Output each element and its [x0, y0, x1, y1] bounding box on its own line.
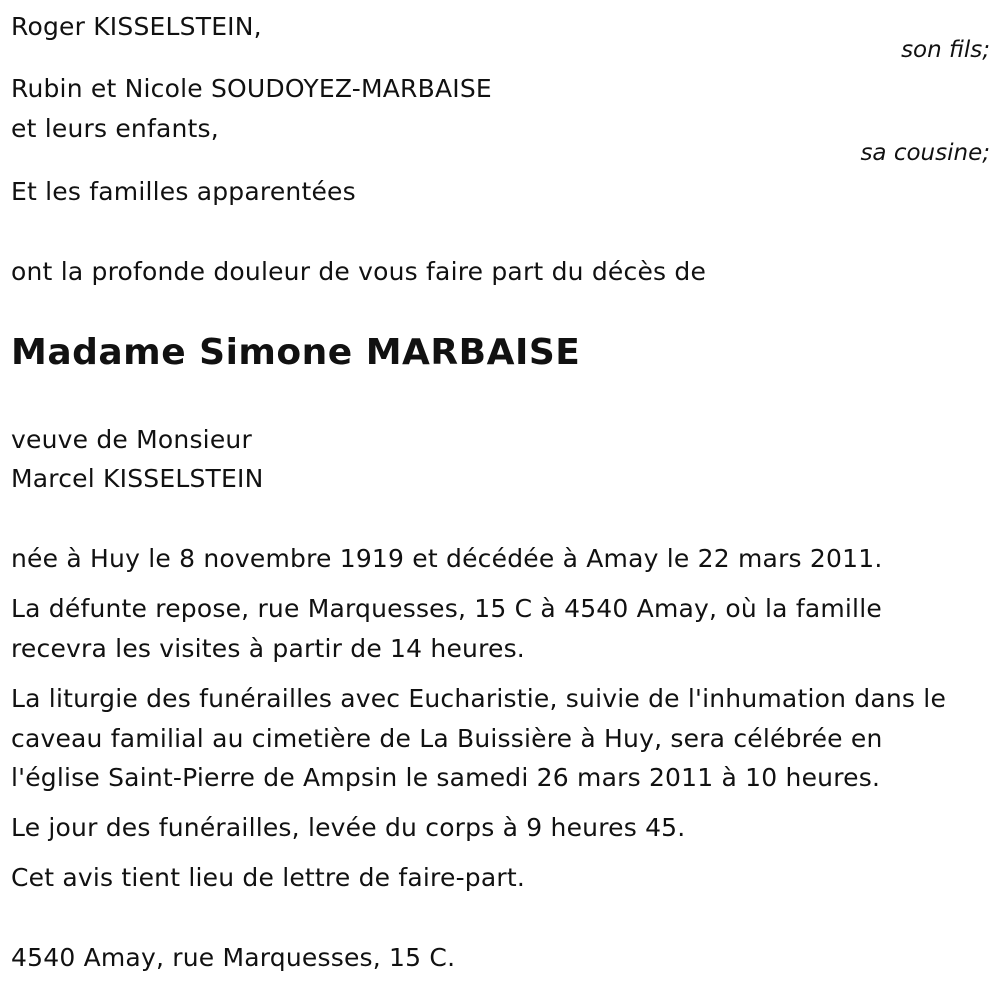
liturgy-line-1: La liturgie des funérailles avec Eucharistie, suivie de l'inhumation dans le [11, 684, 947, 713]
cousin-names: Rubin et Nicole SOUDOYEZ-MARBAISE [11, 74, 492, 103]
levee-line: Le jour des funérailles, levée du corps à 9 heures 45. [11, 813, 686, 842]
repose-line-2: recevra les visites à partir de 14 heures. [11, 634, 525, 663]
liturgy-line-2: caveau familial au cimetière de La Buissière à Huy, sera célébrée en [11, 724, 883, 753]
cousin-children: et leurs enfants, [11, 114, 219, 143]
widow-line-2: Marcel KISSELSTEIN [11, 464, 264, 493]
related-families: Et les familles apparentées [11, 177, 356, 206]
son-role: son fils; [901, 37, 990, 63]
liturgy-line-3: l'église Saint-Pierre de Ampsin le samedi 26 mars 2011 à 10 heures. [11, 763, 881, 792]
cousin-role: sa cousine; [860, 140, 990, 166]
announcement-intro: ont la profonde douleur de vous faire part du décès de [11, 257, 707, 286]
repose-line-1: La défunte repose, rue Marquesses, 15 C à 4540 Amay, où la famille [11, 594, 882, 623]
notice-line: Cet avis tient lieu de lettre de faire-part. [11, 863, 526, 892]
son-name: Roger KISSELSTEIN, [11, 12, 262, 41]
deceased-name: Madame Simone MARBAISE [11, 332, 581, 373]
widow-line-1: veuve de Monsieur [11, 425, 252, 454]
address-line: 4540 Amay, rue Marquesses, 15 C. [11, 943, 456, 972]
birth-death-line: née à Huy le 8 novembre 1919 et décédée à Amay le 22 mars 2011. [11, 544, 883, 573]
